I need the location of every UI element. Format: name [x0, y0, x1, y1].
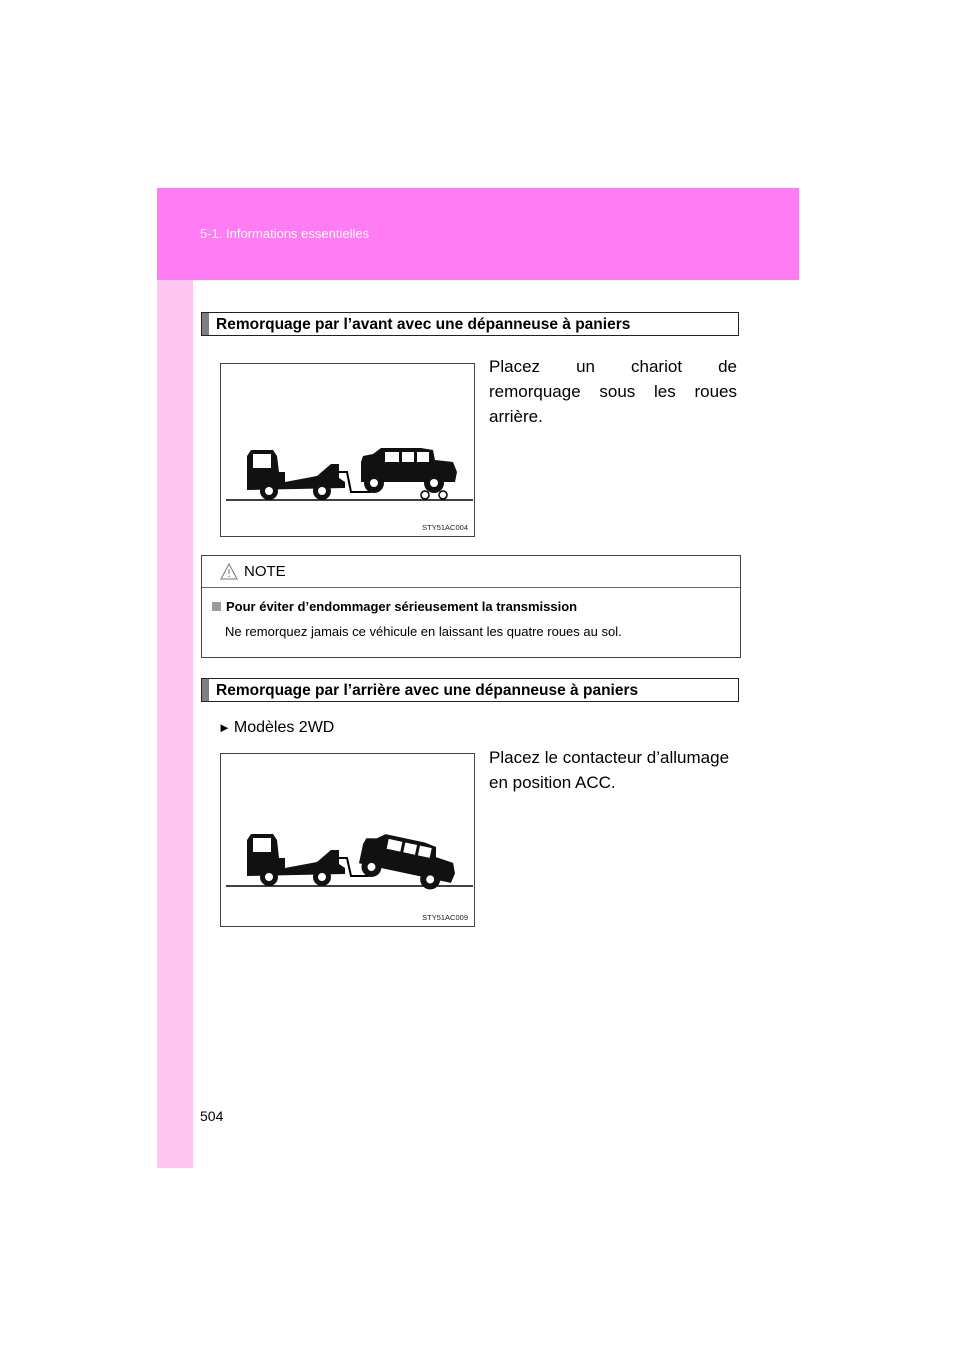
- tow-truck-illustration: [221, 754, 476, 928]
- model-variant: [218, 719, 334, 737]
- section-title-label: Remorquage par l’arrière avec une dépanneuse à paniers: [216, 682, 639, 699]
- instruction-line: en position ACC.: [489, 773, 616, 792]
- tow-truck-illustration: [221, 364, 476, 538]
- note-box: [201, 555, 741, 658]
- instruction-line: remorquage sous les roues: [489, 382, 737, 401]
- bullet-square-icon: [212, 602, 221, 611]
- instruction-line: arrière.: [489, 407, 543, 426]
- note-item-title: [212, 599, 577, 614]
- warning-triangle-icon: [220, 563, 238, 580]
- instruction-text-1: [489, 354, 737, 429]
- note-label: NOTE: [244, 563, 286, 580]
- section-title-front-towing: [201, 312, 739, 336]
- title-bar: [202, 313, 209, 335]
- title-bar: [202, 679, 209, 701]
- instruction-text-2: [489, 745, 737, 795]
- instruction-line: Placez un chariot de: [489, 357, 737, 376]
- note-item-title-text: Pour éviter d’endommager sérieusement la transmission: [226, 599, 578, 614]
- instruction-line: Placez le contacteur d’allumage: [489, 748, 730, 767]
- section-title-rear-towing: [201, 678, 739, 702]
- figure-rear-towing: [220, 753, 475, 927]
- page-number: 504: [200, 1108, 224, 1124]
- variant-label: Modèles 2WD: [233, 719, 335, 736]
- section-title-label: Remorquage par l’avant avec une dépanneuse à paniers: [216, 316, 631, 333]
- figure-front-towing: [220, 363, 475, 537]
- side-strip: [157, 188, 193, 1168]
- section-breadcrumb: 5-1. Informations essentielles: [200, 226, 370, 241]
- figure-code: STY51AC009: [422, 913, 468, 922]
- triangle-pointer-icon: ►: [218, 720, 231, 735]
- note-item-text: Ne remorquez jamais ce véhicule en laissant les quatre roues au sol.: [225, 624, 622, 639]
- figure-code: STY51AC004: [422, 523, 468, 532]
- note-header: [202, 556, 740, 588]
